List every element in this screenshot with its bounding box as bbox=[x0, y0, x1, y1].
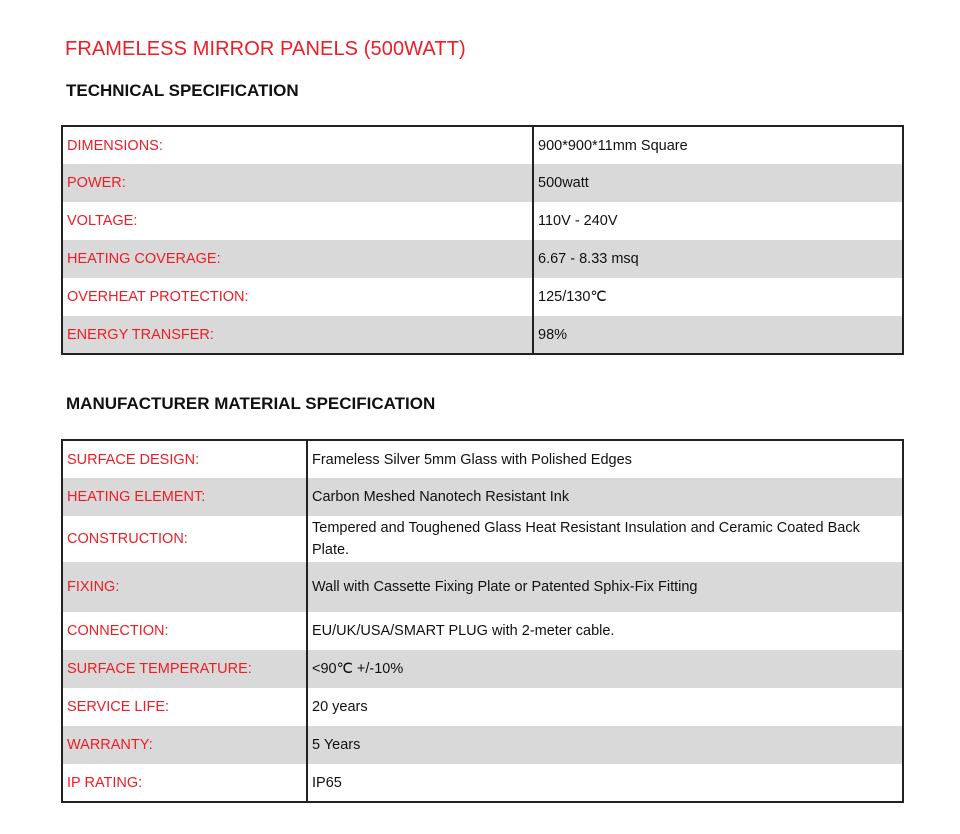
spec-value: 500watt bbox=[533, 164, 903, 202]
table-row bbox=[62, 562, 903, 612]
material-spec-table bbox=[61, 439, 904, 803]
table-row bbox=[62, 164, 903, 202]
spec-label: HEATING COVERAGE: bbox=[62, 240, 533, 278]
table-row bbox=[62, 612, 903, 650]
spec-value: 6.67 - 8.33 msq bbox=[533, 240, 903, 278]
spec-label: VOLTAGE: bbox=[62, 202, 533, 240]
spec-label: SERVICE LIFE: bbox=[62, 688, 307, 726]
spec-value: Tempered and Toughened Glass Heat Resistant Insulation and Ceramic Coated Back Plate. bbox=[312, 520, 860, 558]
spec-value: EU/UK/USA/SMART PLUG with 2-meter cable. bbox=[312, 623, 615, 639]
spec-value: 125/130℃ bbox=[538, 289, 607, 305]
material-heading: MANUFACTURER MATERIAL SPECIFICATION bbox=[66, 394, 436, 413]
spec-label: CONNECTION: bbox=[62, 612, 307, 650]
table-row bbox=[62, 726, 903, 764]
spec-label: OVERHEAT PROTECTION: bbox=[62, 278, 533, 316]
spec-value: Carbon Meshed Nanotech Resistant Ink bbox=[307, 478, 903, 516]
spec-label: POWER: bbox=[62, 164, 533, 202]
spec-value: 110V - 240V bbox=[538, 213, 618, 229]
table-row bbox=[62, 764, 903, 802]
spec-value: <90℃ +/-10% bbox=[307, 650, 903, 688]
spec-label: FIXING: bbox=[62, 562, 307, 612]
spec-value: 98% bbox=[533, 316, 903, 354]
spec-label: SURFACE TEMPERATURE: bbox=[62, 650, 307, 688]
spec-value: Wall with Cassette Fixing Plate or Patented Sphix-Fix Fitting bbox=[307, 562, 903, 612]
spec-label: IP RATING: bbox=[62, 764, 307, 802]
spec-value: Frameless Silver 5mm Glass with Polished Edges bbox=[312, 451, 632, 468]
technical-spec-table bbox=[61, 125, 904, 355]
table-row bbox=[62, 202, 903, 240]
table-row bbox=[62, 650, 903, 688]
table-row bbox=[62, 278, 903, 316]
spec-label: HEATING ELEMENT: bbox=[62, 478, 307, 516]
table-row bbox=[62, 126, 903, 164]
spec-value: 20 years bbox=[312, 699, 368, 715]
table-row bbox=[62, 516, 903, 562]
spec-value: 5 Years bbox=[307, 726, 903, 764]
table-row bbox=[62, 240, 903, 278]
spec-value: 900*900*11mm Square bbox=[538, 137, 688, 154]
page-title: FRAMELESS MIRROR PANELS (500WATT) bbox=[65, 38, 466, 60]
spec-label: CONSTRUCTION: bbox=[62, 516, 307, 562]
spec-label: DIMENSIONS: bbox=[62, 126, 533, 164]
spec-label: SURFACE DESIGN: bbox=[62, 440, 307, 478]
table-row bbox=[62, 688, 903, 726]
spec-label: WARRANTY: bbox=[62, 726, 307, 764]
spec-label: ENERGY TRANSFER: bbox=[62, 316, 533, 354]
table-row bbox=[62, 478, 903, 516]
table-row bbox=[62, 440, 903, 478]
table-row bbox=[62, 316, 903, 354]
technical-heading: TECHNICAL SPECIFICATION bbox=[66, 81, 299, 100]
spec-value: IP65 bbox=[312, 774, 342, 791]
